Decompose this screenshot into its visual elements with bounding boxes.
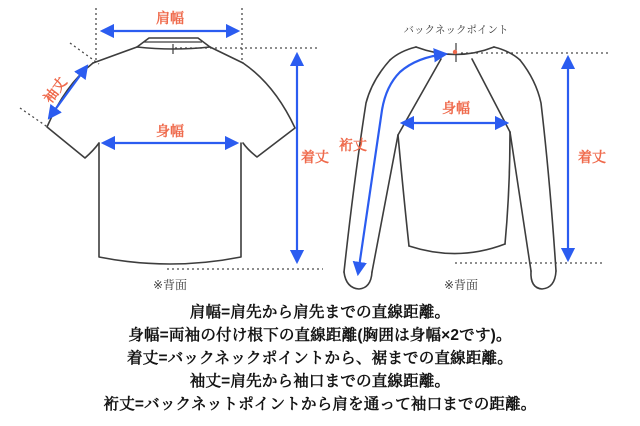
back-neck-point-label: バックネックポイント: [403, 24, 509, 36]
longsleeve-outline: [344, 43, 556, 289]
longsleeve-back-diagram: [339, 24, 608, 292]
back-neck-point-marker: [453, 50, 457, 54]
body-width-label: 身幅: [442, 100, 470, 116]
definition-sleeve-reach: 裄丈=バックネットポイントから肩を通って袖口までの距離。: [103, 396, 537, 413]
body-width-label: 身幅: [156, 123, 184, 139]
definition-body-width: 身幅=両袖の付け根下の直線距離(胸囲は身幅×2です)。: [128, 327, 512, 344]
shoulder-width-label: 肩幅: [156, 10, 184, 26]
guide-line: [20, 108, 49, 128]
tshirt-outline: [47, 38, 295, 264]
garment-length-label: 着丈: [301, 149, 329, 165]
tshirt-back-diagram: [20, 8, 329, 292]
measurement-definitions: [0, 301, 640, 416]
garment-length-label: 着丈: [578, 149, 606, 165]
sleeve-reach-label: 裄丈: [339, 137, 367, 153]
definition-garment-length: 着丈=バックネックポイントから、裾までの直線距離。: [127, 350, 513, 367]
back-view-note: ※背面: [152, 278, 188, 292]
back-view-note: ※背面: [443, 278, 479, 292]
definition-shoulder-width: 肩幅=肩先から肩先までの直線距離。: [189, 304, 451, 321]
definition-sleeve-length: 袖丈=肩先から袖口までの直線距離。: [189, 373, 451, 390]
sleeve-length-label: 袖丈: [40, 73, 70, 106]
guide-line: [70, 43, 99, 64]
